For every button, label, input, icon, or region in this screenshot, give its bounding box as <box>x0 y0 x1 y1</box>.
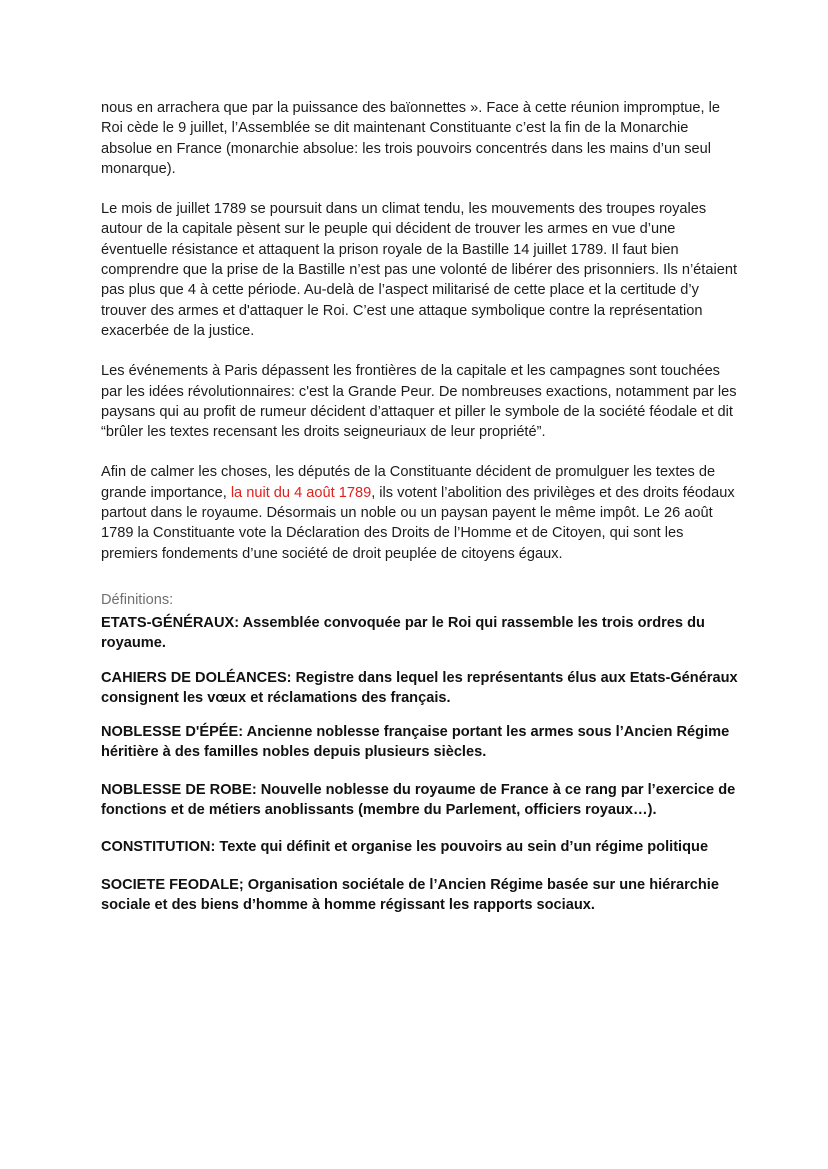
paragraph-grande-peur: Les événements à Paris dépassent les frontières de la capitale et les campagnes sont touchées par les idées révolutionnaires: c'est la Grande Peur. De nombreuses exactions, notamment par les paysans qui au profit de rumeur décident d’attaquer et piller le symbole de la société féodale et dit “brûler les textes recensant les droits seigneuriaux de leur propriété”. <box>101 363 737 441</box>
definition-constitution: CONSTITUTION: Texte qui définit et organise les pouvoirs au sein d’un régime politique <box>101 839 709 856</box>
paragraph-monarchie: nous en arrachera que par la puissance des baïonnettes ». Face à cette réunion impromptue, le Roi cède le 9 juillet, l’Assemblée se dit maintenant Constituante c’est la fin de la Monarchie absolue en France (monarchie absolue: les trois pouvoirs concentrés dans les mains d’un seul monarque). <box>101 100 720 177</box>
definition-noblesse-epee: NOBLESSE D'ÉPÉE: Ancienne noblesse française portant les armes sous l’Ancien Régime héritière à des familles nobles depuis plusieurs siècles. <box>101 724 730 761</box>
paragraph-bastille: Le mois de juillet 1789 se poursuit dans un climat tendu, les mouvements des troupes royales autour de la capitale pèsent sur le peuple qui décident de trouver les armes en vue d’une éventuelle résistance et attaquent la prison royale de la Bastille 14 juillet 1789. Il faut bien comprendre que la prise de la Bastille n’est pas une volonté de libérer des prisonniers. Ils n’étaient pas plus que 4 à cette période. Au-delà de l’aspect militarisé de cette place et la certitude d’y trouver des armes et d'attaquer le Roi. C’est une attaque symbolique contre la représentation exacerbée de la justice. <box>101 201 738 339</box>
paragraph-abolition <box>101 462 741 563</box>
definitions-heading: Définitions: <box>101 591 174 608</box>
highlight-nuit-4-aout: la nuit du 4 août 1789 <box>230 484 372 501</box>
paragraph-abolition-start: Afin de calmer les choses, les députés de la Constituante décident de promulguer les textes de grande importance, <box>101 464 716 501</box>
definition-etats-generaux: ETATS-GÉNÉRAUX: Assemblée convoquée par le Roi qui rassemble les trois ordres du royaume. <box>101 614 705 652</box>
definition-cahiers-doleances: CAHIERS DE DOLÉANCES: Registre dans lequel les représentants élus aux Etats-Généraux consignent les vœux et réclamations des français. <box>101 669 738 706</box>
definition-societe-feodale: SOCIETE FEODALE; Organisation sociétale de l’Ancien Régime basée sur une hiérarchie sociale et des biens d’homme à homme régissant les rapports sociaux. <box>101 876 719 913</box>
definition-noblesse-robe: NOBLESSE DE ROBE: Nouvelle noblesse du royaume de France à ce rang par l’exercice de fonctions et de métiers anoblissants (membre du Parlement, officiers royaux…). <box>101 781 736 819</box>
document-body <box>101 98 741 929</box>
paragraph-abolition-end: , ils votent l’abolition des privilèges et des droits féodaux partout dans le royaume. Désormais un noble ou un paysan payent le même impôt. Le 26 août 1789 la Constituante vote la Déclaration des Droits de l’Homme et de Citoyen, qui sont les premiers fondements d’une société de droit peuplée de citoyens égaux. <box>101 484 735 562</box>
